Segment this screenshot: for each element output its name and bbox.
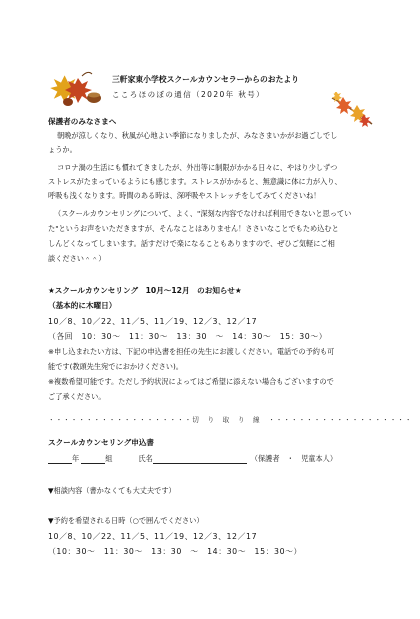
autumn-leaves-icon — [48, 68, 108, 110]
name-label: 氏名 — [138, 454, 153, 463]
paragraph-line: ストレスがたまっているようにも感じます。ストレスがかかると、無意識に体に力が入り、 — [48, 177, 342, 186]
form-heading: スクールカウンセリング申込書 — [48, 438, 155, 447]
paragraph-line: コロナ渦の生活にも慣れてきましたが、外出等に制限がかかる日々に、やはり少しずつ — [57, 163, 338, 172]
consult-label: ▼相談内容（書かなくても大丈夫です） — [48, 486, 176, 495]
class-blank[interactable] — [81, 454, 105, 464]
cut-line: ・・・・・・・・・・・・・・・・・・・切 り 取 り 線 ・・・・・・・・・・・・・・・・・・・ — [48, 416, 413, 424]
notice-note: ご了承ください。 — [48, 392, 106, 401]
greeting: 保護者のみなさまへ — [48, 117, 117, 126]
grade-blank[interactable] — [48, 454, 72, 464]
notice-dates: 10／8、10／22、11／5、11／19、12／3、12／17 — [48, 317, 258, 326]
autumn-branch-icon — [328, 92, 376, 132]
form-name-row — [48, 454, 337, 464]
notice-note: ※申し込まれたい方は、下記の申込書を担任の先生にお渡しください。電話での予約も可 — [48, 347, 335, 356]
notice-times: （各回 10：30～ 11：30～ 13：30 ～ 14：30～ 15：30～） — [48, 332, 328, 341]
paragraph-line: しんどくなってしまいます。話すだけで楽になることもありますので、ぜひご気軽にご相 — [48, 239, 335, 248]
form-times[interactable]: （10：30～ 11：30～ 13：30 ～ 14：30～ 15：30～） — [48, 547, 302, 556]
newsletter-subtitle: こころほのぼの通信（2020年 秋号） — [112, 90, 266, 99]
paragraph-line: 呼吸も浅くなります。時間のある時は、深呼吸やストレッチをしてみてくださいね！ — [48, 191, 321, 200]
notice-note: 能です(教頭先生宛でにおかけください)。 — [48, 362, 183, 371]
paragraph-line: （スクールカウンセリングについて、よく、"深刻な内容でなければ利用できないと思ってい — [54, 209, 352, 218]
notice-heading: ★スクールカウンセリング 10月～12月 のお知らせ★ — [48, 286, 242, 295]
role-label: （保護者 ・ 児童本人） — [250, 454, 338, 463]
year-label: 年 — [72, 454, 80, 463]
paragraph-line: 朝晩が涼しくなり、秋風が心地よい季節になりましたが、みなさまいかがお過ごしでし — [57, 131, 338, 140]
notice-basic-day: （基本的に木曜日） — [48, 301, 117, 310]
paragraph-line: ょうか。 — [48, 145, 77, 154]
notice-note: ※複数希望可能です。ただし予約状況によってはご希望に添えない場合もございますので — [48, 377, 334, 386]
paragraph-line: た"というお声をいただきますが、そんなことはありません！ささいなことでもため込むと — [48, 224, 339, 233]
class-label: 組 — [105, 454, 113, 463]
paragraph-line: 談ください＾＾） — [48, 254, 106, 263]
name-blank[interactable] — [153, 454, 247, 464]
newsletter-title: 三軒家東小学校スクールカウンセラーからのおたより — [112, 75, 299, 84]
form-dates[interactable]: 10／8、10／22、11／5、11／19、12／3、12／17 — [48, 532, 258, 541]
preferred-label: ▼予約を希望される日時（○で囲んでください） — [48, 516, 204, 525]
